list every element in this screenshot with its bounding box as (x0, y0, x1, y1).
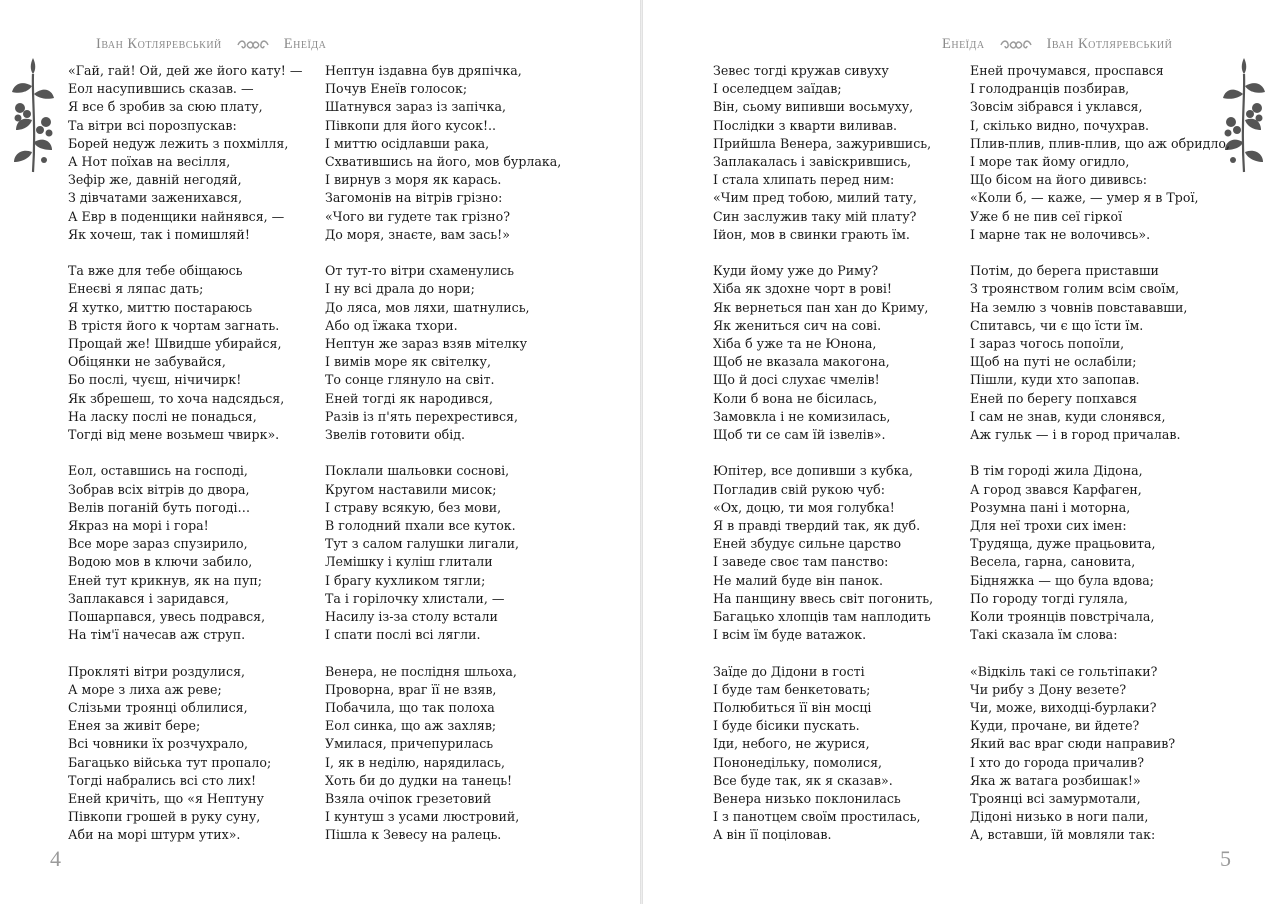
verse-line: Еней збудує сильне царство (713, 536, 902, 552)
right-running-header (942, 36, 1172, 53)
verse-line: Та вітри всі порозпускав: (68, 117, 237, 133)
right-page-column-1 (713, 62, 933, 863)
stanza (970, 663, 1230, 845)
verse-line: До ляса, мов ляхи, шатнулись, (325, 299, 530, 315)
verse-line: Уже б не пив сеї гіркої (970, 208, 1123, 224)
verse-line: Плив-плив, плив-плив, що аж обридло, (970, 135, 1230, 151)
verse-line: І з панотцем своїм простилась, (713, 809, 921, 825)
stanza (325, 462, 561, 644)
verse-line: Хіба б уже та не Юнона, (713, 336, 877, 352)
verse-line: Півкопи для його кусок!.. (325, 117, 497, 133)
left-page-column-2 (325, 62, 561, 863)
verse-line: Що бісом на його дививсь: (970, 172, 1147, 188)
verse-line: На ласку послі не понадься, (68, 408, 257, 424)
verse-line: Хіба як здохне чорт в рові! (713, 281, 892, 297)
verse-line: Він, сьому випивши восьмуху, (713, 99, 914, 115)
verse-line: «Відкіль такі се гольтіпаки? (970, 663, 1158, 679)
verse-line: Енеєві я ляпас дать; (68, 281, 204, 297)
verse-line: І, як в неділю, нарядилась, (325, 754, 505, 770)
verse-line: Пошарпався, увесь подрався, (68, 609, 266, 625)
verse-line: Я в правді твердий так, як дуб. (713, 518, 921, 534)
verse-line: Тогді набрались всі сто лих! (68, 772, 257, 788)
verse-line: І брагу кухликом тягли; (325, 572, 486, 588)
verse-line: І голодранців позбирав, (970, 81, 1130, 97)
verse-line: Слізьми троянці облилися, (68, 700, 248, 716)
verse-line: І всім їм буде ватажок. (713, 627, 867, 643)
verse-line: Не малий буде він панок. (713, 572, 884, 588)
verse-line: Умилася, причепурилась (325, 736, 494, 752)
verse-line: Син заслужив таку мій плату? (713, 208, 917, 224)
verse-line: Троянці всі замурмотали, (970, 791, 1141, 807)
verse-line: Я все б зробив за сюю плату, (68, 99, 263, 115)
verse-line: Бідняжка — що була вдова; (970, 572, 1155, 588)
verse-line: Юпітер, все допивши з кубка, (713, 463, 913, 479)
verse-line: Іди, небого, не журися, (713, 736, 870, 752)
stanza (325, 262, 561, 444)
verse-line: «Коли б, — каже, — умер я в Трої, (970, 190, 1199, 206)
verse-line: Загомонів на вітрів грізно: (325, 190, 503, 206)
verse-line: Як вернеться пан хан до Криму, (713, 299, 929, 315)
stanza (325, 663, 561, 845)
verse-line: В тім городі жила Дідона, (970, 463, 1143, 479)
verse-line: Венера низько поклонилась (713, 791, 901, 807)
verse-line: Лемішку і куліш глитали (325, 554, 493, 570)
verse-line: Багацько війська тут пропало; (68, 754, 272, 770)
verse-line: З троянством голим всім своїм, (970, 281, 1180, 297)
verse-line: От тут-то вітри схаменулись (325, 263, 515, 279)
verse-line: Потім, до берега приставши (970, 263, 1159, 279)
verse-line: Пішли, куди хто запопав. (970, 372, 1140, 388)
stanza (68, 663, 302, 845)
verse-line: Зевес тогді кружав сивуху (713, 63, 889, 78)
verse-line: «Чого ви гудете так грізно? (325, 208, 510, 224)
verse-line: Обіцянки не забувайся, (68, 354, 226, 370)
verse-line: В голодний пхали все куток. (325, 518, 516, 534)
verse-line: Як збрешеш, то хоча надсядься, (68, 390, 285, 406)
verse-line: Півкопи грошей в руку суну, (68, 809, 261, 825)
verse-line: «Гай, гай! Ой, дей же його кату! — (68, 63, 303, 78)
verse-line: Що й досі слухає чмелів! (713, 372, 880, 388)
verse-line: Такі сказала їм слова: (970, 627, 1118, 643)
stanza (970, 62, 1230, 244)
verse-line: Або од їжака тхори. (325, 317, 458, 333)
verse-line: І кунтуш з усами люстровий, (325, 809, 520, 825)
verse-line: Хоть би до дудки на танець! (325, 772, 513, 788)
verse-line: А, вставши, їй мовляли так: (970, 827, 1156, 843)
verse-line: Борей недуж лежить з похмілля, (68, 135, 289, 151)
stanza (970, 462, 1230, 644)
verse-line: Та і горілочку хлистали, — (325, 590, 505, 606)
verse-line: А город звався Карфаген, (970, 481, 1142, 497)
right-header-title: Енеїда (942, 36, 985, 52)
verse-line: Та вже для тебе обіщаюсь (68, 263, 243, 279)
verse-line: В трістя його к чортам загнать. (68, 317, 280, 333)
verse-line: Бо послі, чуєш, нічичирк! (68, 372, 242, 388)
verse-line: Як хочеш, так і помишляй! (68, 226, 250, 242)
verse-line: І, скількo видно, почухрав. (970, 117, 1149, 133)
verse-line: Енея за живіт бере; (68, 718, 201, 734)
verse-line: «Чим пред тобою, милий тату, (713, 190, 917, 206)
verse-line: А він її поціловав. (713, 827, 832, 843)
verse-line: І буде там бенкетовать; (713, 681, 871, 697)
verse-line: Куди, прочане, ви йдете? (970, 718, 1140, 734)
verse-line: І море так йому огидло, (970, 154, 1130, 170)
verse-line: Еней по берегу попхався (970, 390, 1138, 406)
verse-line: На землю з човнів повстававши, (970, 299, 1188, 315)
verse-line: Куди йому уже до Риму? (713, 263, 879, 279)
verse-line: Я хутко, миттю постараюсь (68, 299, 253, 315)
verse-line: Чи рибу з Дону везете? (970, 681, 1127, 697)
stanza (325, 62, 561, 244)
verse-line: Розумна пані і моторна, (970, 499, 1131, 515)
verse-line: Коли троянців повстрічала, (970, 609, 1155, 625)
floral-vine-ornament-icon (10, 56, 56, 174)
verse-line: Зефір же, давній негодяй, (68, 172, 242, 188)
verse-line: Прийшла Венера, зажурившись, (713, 135, 932, 151)
verse-line: Еол насупившись сказав. — (68, 81, 254, 97)
verse-line: На тім'ї начесав аж струп. (68, 627, 246, 643)
verse-line: Поклали шальовки соснові, (325, 463, 510, 479)
verse-line: До моря, знаєте, вам зась!» (325, 226, 510, 242)
verse-line: Все море зараз спузирило, (68, 536, 248, 552)
verse-line: Велів поганій буть погоді… (68, 499, 251, 515)
verse-line: Почув Енеїв голосок; (325, 81, 468, 97)
header-ornament-icon (999, 39, 1033, 51)
verse-line: Тут з салом галушки лигали, (325, 536, 519, 552)
stanza (713, 462, 933, 644)
verse-line: Весела, гарна, сановита, (970, 554, 1136, 570)
left-page-column-1 (68, 62, 302, 863)
verse-line: Прокляті вітри роздулися, (68, 663, 246, 679)
verse-line: І зараз чогось попоїли, (970, 336, 1125, 352)
verse-line: Звелів готовити обід. (325, 427, 466, 443)
verse-line: І буде бісики пускать. (713, 718, 860, 734)
verse-line: А Нот поїхав на весілля, (68, 154, 231, 170)
right-page (643, 0, 1281, 904)
verse-line: Нептун іздавна був дряпічка, (325, 63, 522, 78)
stanza (68, 462, 302, 644)
verse-line: Еней тогді як народився, (325, 390, 493, 406)
verse-line: І марне так не волочивсь». (970, 226, 1151, 242)
verse-line: Еней кричіть, що «я Нептуну (68, 791, 264, 807)
stanza (970, 262, 1230, 444)
verse-line: Погладив свій рукою чуб: (713, 481, 885, 497)
verse-line: Проворна, враг її не взяв, (325, 681, 497, 697)
verse-line: Еол синка, що аж захляв; (325, 718, 497, 734)
verse-line: Пішла к Зевесу на ралець. (325, 827, 502, 843)
verse-line: Нептун же зараз взяв мітелку (325, 336, 527, 352)
verse-line: І хто до города причалив? (970, 754, 1144, 770)
left-running-header (96, 36, 326, 53)
verse-line: Для неї трохи сих імен: (970, 518, 1127, 534)
verse-line: І стала хлипать перед ним: (713, 172, 895, 188)
verse-line: І заведе своє там панство: (713, 554, 889, 570)
verse-line: Багацько хлопців там наплодить (713, 609, 931, 625)
verse-line: Чи, може, виходці-бурлаки? (970, 700, 1157, 716)
verse-line: Всі човники їх розчухрало, (68, 736, 249, 752)
verse-line: На панщину ввесь світ погонить, (713, 590, 934, 606)
verse-line: Замовкла і не комизилась, (713, 408, 891, 424)
verse-line: Пононедільку, помолися, (713, 754, 883, 770)
verse-line: Яка ж ватага розбишак!» (970, 772, 1141, 788)
stanza (713, 663, 933, 845)
verse-line: З дівчатами заженихався, (68, 190, 243, 206)
verse-line: Щоб не вказала макогона, (713, 354, 890, 370)
verse-line: Зобрав всіх вітрів до двора, (68, 481, 250, 497)
verse-line: Разів із п'ять перехрестився, (325, 408, 518, 424)
verse-line: Водою мов в ключи забило, (68, 554, 253, 570)
stanza (68, 262, 302, 444)
verse-line: По городу тогді гуляла, (970, 590, 1128, 606)
left-header-title: Енеїда (283, 36, 327, 52)
verse-line: Зовсім зібрався і уклався, (970, 99, 1143, 115)
verse-line: Прощай же! Швидше убирайся, (68, 336, 282, 352)
stanza (713, 262, 933, 444)
verse-line: Взяла очіпок грезетовий (325, 791, 492, 807)
verse-line: Кругом наставили мисок; (325, 481, 497, 497)
verse-line: Шатнувся зараз із запічка, (325, 99, 506, 115)
verse-line: Тогді від мене возьмеш чвирк». (68, 427, 280, 443)
verse-line: Побачила, що так полоха (325, 700, 495, 716)
verse-line: І спати послі всі лягли. (325, 627, 481, 643)
stanza (68, 62, 302, 244)
verse-line: Аби на морі штурм утих». (68, 827, 241, 843)
verse-line: Спитавсь, чи є що їсти їм. (970, 317, 1144, 333)
verse-line: І вирнув з моря як карась. (325, 172, 502, 188)
verse-line: Ійон, мов в свинки грають їм. (713, 226, 910, 242)
verse-line: Схватившись на його, мов бурлака, (325, 154, 562, 170)
verse-line: І оселедцем заїдав; (713, 81, 842, 97)
verse-line: Заїде до Дідони в гості (713, 663, 865, 679)
header-ornament-icon (236, 39, 270, 51)
verse-line: Трудяща, дуже працьовита, (970, 536, 1156, 552)
verse-line: Коли б вона не бісилась, (713, 390, 878, 406)
verse-line: Еол, оставшись на господі, (68, 463, 248, 479)
verse-line: То сонце глянуло на світ. (325, 372, 495, 388)
verse-line: Послідки з кварти виливав. (713, 117, 898, 133)
verse-line: І миттю осідлавши рака, (325, 135, 490, 151)
verse-line: Щоб ти се сам їй ізвелів». (713, 427, 886, 443)
verse-line: І вимів море як світелку, (325, 354, 491, 370)
verse-line: Як жениться сич на сові. (713, 317, 882, 333)
right-page-column-2 (970, 62, 1230, 863)
verse-line: Аж гульк — і в город причалав. (970, 427, 1181, 443)
verse-line: І ну всі драла до нори; (325, 281, 475, 297)
verse-line: Щоб на путі не ослабіли; (970, 354, 1137, 370)
verse-line: Якраз на морі і гора! (68, 518, 209, 534)
page-number: 4 (50, 846, 61, 871)
verse-line: Заплакалась і завіскрившись, (713, 154, 912, 170)
verse-line: Венера, не послідня шльоха, (325, 663, 517, 679)
verse-line: Дідоні низько в ноги пали, (970, 809, 1149, 825)
verse-line: І сам не знав, куди слонявся, (970, 408, 1166, 424)
verse-line: Еней тут крикнув, як на пуп; (68, 572, 263, 588)
verse-line: А Евр в поденщики найнявся, — (68, 208, 285, 224)
verse-line: Який вас враг сюди направив? (970, 736, 1176, 752)
verse-line: Насилу із-за столу встали (325, 609, 498, 625)
page-number: 5 (1220, 846, 1231, 871)
verse-line: Заплакався і заридався, (68, 590, 229, 606)
stanza (713, 62, 933, 244)
verse-line: Полюбиться її він мосці (713, 700, 872, 716)
verse-line: І страву всякую, без мови, (325, 499, 502, 515)
verse-line: А море з лиха аж реве; (68, 681, 222, 697)
right-header-author: Іван Котляревський (1046, 36, 1173, 52)
verse-line: Все буде так, як я сказав». (713, 772, 893, 788)
verse-line: Еней прочумався, проспався (970, 63, 1164, 78)
left-header-author: Іван Котляревський (96, 36, 222, 52)
verse-line: «Ох, доцю, ти моя голубка! (713, 499, 895, 515)
